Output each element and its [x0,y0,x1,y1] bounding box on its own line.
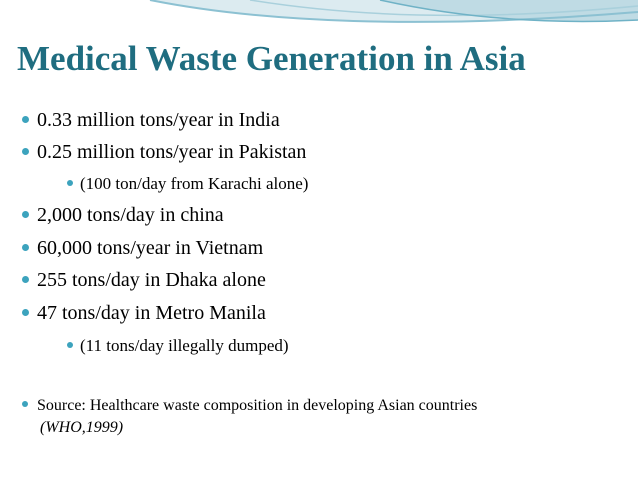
bullet-text: 0.33 million tons/year in India [37,109,280,131]
bullet-dot-icon [22,244,29,251]
bullet-dot-icon [22,401,28,407]
slide-title: Medical Waste Generation in Asia [17,39,526,78]
bullet-text: 0.25 million tons/year in Pakistan [37,141,307,163]
bullet-illegally-dumped [67,336,289,356]
bullet-dot-icon [22,148,29,155]
bullet-manila [22,302,266,325]
bullet-karachi [67,174,308,194]
bullet-india [22,109,280,132]
bullet-text: 2,000 tons/day in china [37,204,224,226]
bullet-text: (11 tons/day illegally dumped) [80,336,289,355]
bullet-dot-icon [22,309,29,316]
bullet-text: 60,000 tons/year in Vietnam [37,237,264,259]
bullet-china [22,204,224,227]
source-note [22,397,477,415]
bullet-dhaka [22,269,266,292]
source-citation: (WHO,1999) [40,419,124,436]
bullet-text: (100 ton/day from Karachi alone) [80,174,309,193]
bullet-dot-icon [67,342,73,348]
bullet-dot-icon [22,276,29,283]
bullet-vietnam [22,237,263,260]
bullet-pakistan [22,141,306,164]
bullet-dot-icon [22,116,29,123]
bullet-dot-icon [67,180,73,186]
bullet-dot-icon [22,211,29,218]
source-text: Source: Healthcare waste composition in developing Asian countries [37,397,478,414]
bullet-text: 255 tons/day in Dhaka alone [37,269,266,291]
bullet-text: 47 tons/day in Metro Manila [37,302,266,324]
